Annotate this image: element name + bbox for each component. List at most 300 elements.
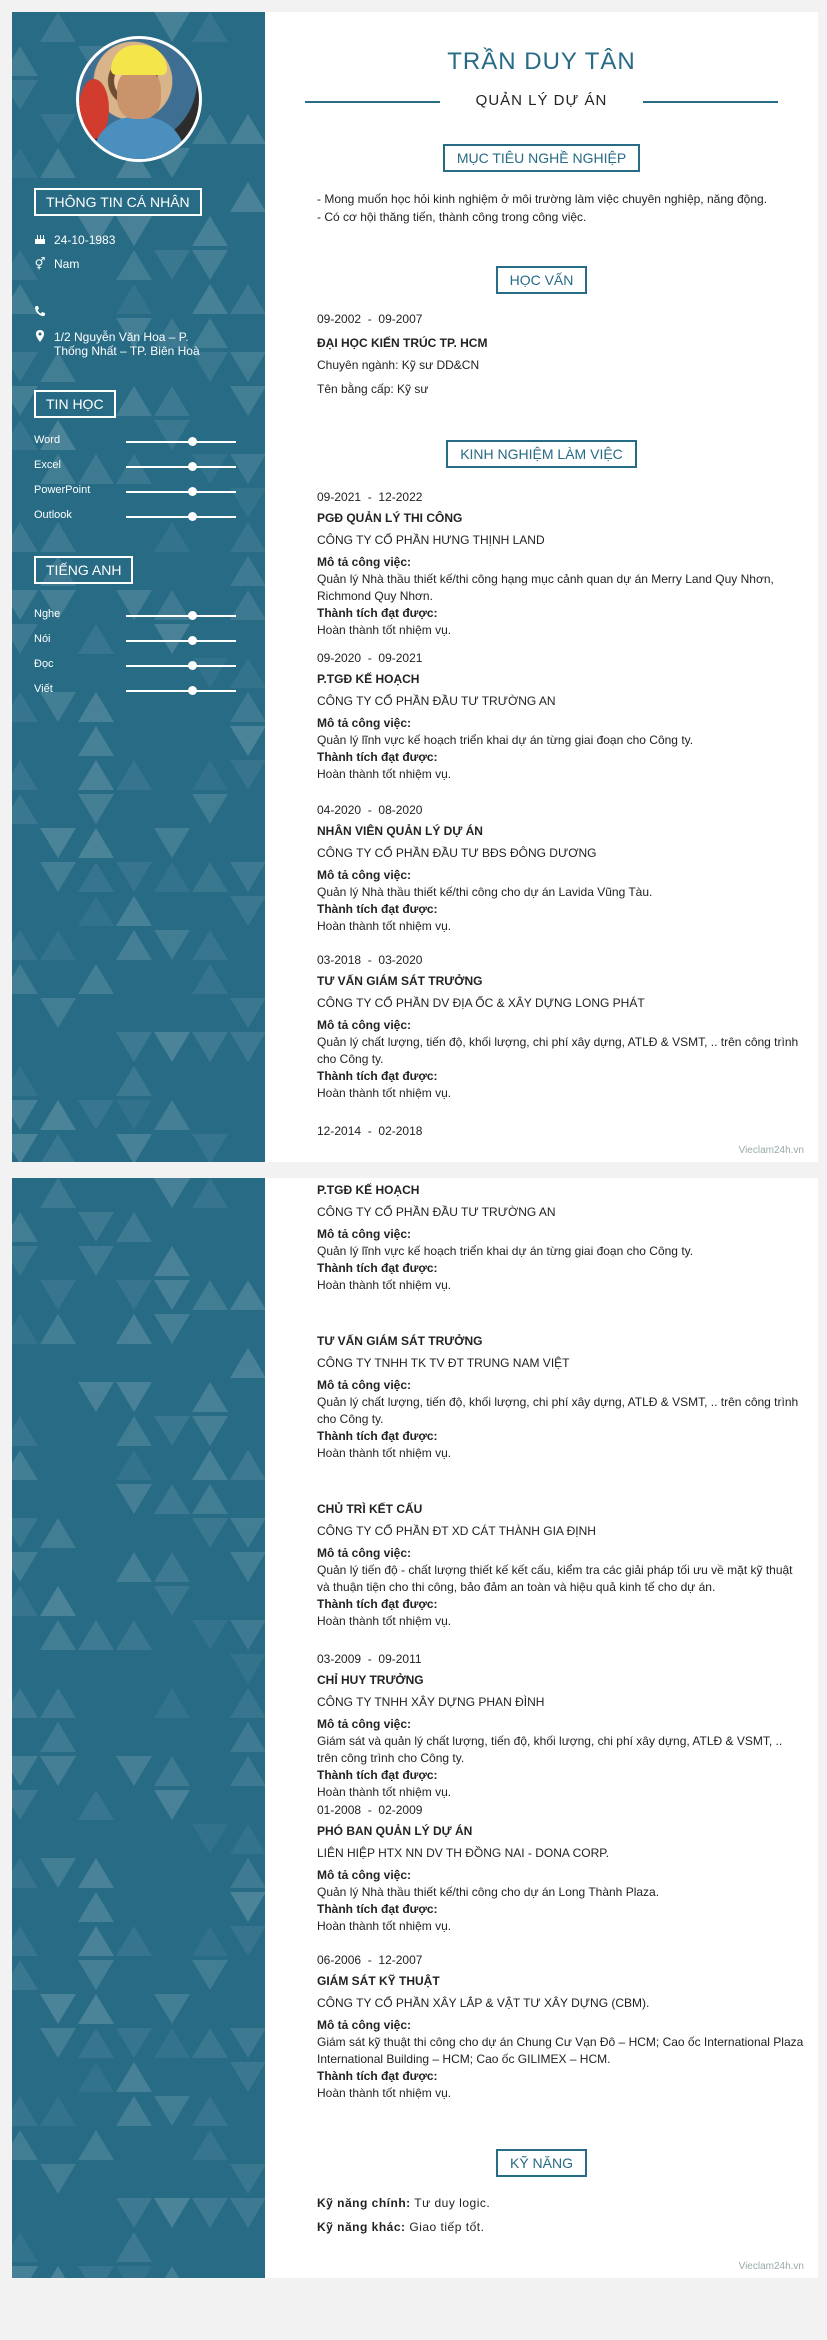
pattern-triangle xyxy=(116,250,152,280)
experience-start: 12-2014 xyxy=(317,1124,362,1138)
pattern-triangle xyxy=(116,1032,152,1062)
pattern-triangle xyxy=(40,1314,76,1344)
pattern-triangle xyxy=(78,862,114,892)
experience-start: 04-2020 xyxy=(317,803,362,817)
pattern-triangle xyxy=(12,930,38,960)
pattern-triangle xyxy=(230,1654,265,1684)
experience-desc: Giám sát kỹ thuật thi công cho dự án Chung Cư Vạn Đô – HCM; Cao ốc International Plaza International Building – HCM; Cao ốc GILIMEX – HCM. xyxy=(317,2035,804,2066)
pattern-triangle xyxy=(12,1960,38,1990)
experience-end: 12-2007 xyxy=(378,1953,423,1967)
pattern-triangle xyxy=(12,1450,38,1480)
it-skills-heading: TIN HỌC xyxy=(34,390,116,418)
pattern-triangle xyxy=(116,862,152,892)
sidebar xyxy=(12,12,265,1162)
education-heading: HỌC VẤN xyxy=(265,266,818,294)
experience-desc: Quản lý chất lượng, tiến độ, khối lượng, chi phí xây dựng, ATLĐ & VSMT, .. trên công trình cho Công ty. xyxy=(317,1035,799,1066)
skill-name: Viết xyxy=(34,683,53,695)
experience-ach: Hoàn thành tốt nhiệm vụ. xyxy=(317,1086,452,1100)
experience-desc-label: Mô tả công việc: xyxy=(317,1018,412,1032)
experience-start: 01-2008 xyxy=(317,1803,362,1817)
pattern-triangle xyxy=(192,1416,228,1446)
pattern-triangle xyxy=(154,386,190,416)
pattern-triangle xyxy=(154,522,190,552)
experience-item xyxy=(317,1182,804,1294)
experience-desc: Giám sát và quản lý chất lượng, tiến độ, khối lượng, chi phí xây dựng, ATLĐ & VSMT, .. trên công trình cho Công ty. xyxy=(317,1734,783,1765)
pattern-triangle xyxy=(230,522,265,552)
pattern-triangle xyxy=(230,352,265,382)
skill-row xyxy=(34,658,249,674)
main-content-page-2 xyxy=(265,1178,818,2278)
pattern-triangle xyxy=(230,726,265,756)
experience-ach: Hoàn thành tốt nhiệm vụ. xyxy=(317,1614,452,1628)
pattern-triangle xyxy=(40,114,76,144)
pattern-triangle xyxy=(78,1892,114,1922)
pattern-triangle xyxy=(78,828,114,858)
pattern-triangle xyxy=(40,1688,76,1718)
pattern-triangle xyxy=(40,1756,76,1786)
experience-dates: 09-2021 - 12-2022 xyxy=(317,490,423,504)
pattern-triangle xyxy=(12,2266,38,2278)
pattern-triangle xyxy=(154,1688,190,1718)
skill-row xyxy=(34,484,249,500)
pattern-triangle xyxy=(192,2130,228,2160)
pattern-triangle xyxy=(40,1100,76,1130)
skill-track xyxy=(126,690,236,692)
pattern-triangle xyxy=(78,1620,114,1650)
pattern-triangle xyxy=(12,1100,38,1130)
skill-level-dot xyxy=(188,636,197,645)
pattern-triangle xyxy=(12,80,38,110)
pattern-triangle xyxy=(230,896,265,926)
pattern-triangle xyxy=(192,1824,228,1854)
pattern-triangle xyxy=(116,1450,152,1480)
experience-ach-label: Thành tích đạt được: xyxy=(317,902,438,916)
pattern-triangle xyxy=(154,1100,190,1130)
experience-title: P.TGĐ KẾ HOẠCH xyxy=(317,1183,420,1197)
pattern-triangle xyxy=(12,1314,38,1344)
skill-track xyxy=(126,441,236,443)
experience-dates: 04-2020 - 08-2020 xyxy=(317,803,423,817)
experience-desc: Quản lý tiến độ - chất lượng thiết kế kết cấu, kiểm tra các giải pháp tối ưu về mặt kỹ thuật và thuận tiện cho thi công, bảo đảm an toàn và hiệu quả kinh tế cho dự án. xyxy=(317,1563,793,1594)
pattern-triangle xyxy=(192,862,228,892)
experience-ach-label: Thành tích đạt được: xyxy=(317,1902,438,1916)
experience-desc: Quản lý Nhà thầu thiết kế/thi công hạng mục cảnh quan dự án Merry Land Quy Nhơn, Richmond Quy Nhơn. xyxy=(317,572,774,603)
pattern-triangle xyxy=(230,998,265,1028)
pattern-triangle xyxy=(12,1134,38,1162)
pattern-triangle xyxy=(192,1484,228,1514)
pattern-triangle xyxy=(12,964,38,994)
experience-ach: Hoàn thành tốt nhiệm vụ. xyxy=(317,1278,452,1292)
pattern-triangle xyxy=(40,148,76,178)
experience-ach-label: Thành tích đạt được: xyxy=(317,1429,438,1443)
experience-desc-label: Mô tả công việc: xyxy=(317,1868,412,1882)
pattern-triangle xyxy=(116,1382,152,1412)
pattern-triangle xyxy=(12,1416,38,1446)
pattern-triangle xyxy=(230,284,265,314)
experience-end: 03-2020 xyxy=(378,953,423,967)
pattern-triangle xyxy=(192,1960,228,1990)
pattern-triangle xyxy=(192,284,228,314)
pattern-triangle xyxy=(154,1178,190,1208)
pattern-triangle xyxy=(12,1858,38,1888)
location-pin-icon xyxy=(34,330,46,345)
experience-ach: Hoàn thành tốt nhiệm vụ. xyxy=(317,623,452,637)
education-dates: 09-2002 - 09-2007 xyxy=(317,312,423,326)
pattern-triangle xyxy=(192,2198,228,2228)
pattern-triangle xyxy=(230,760,265,790)
experience-ach: Hoàn thành tốt nhiệm vụ. xyxy=(317,919,452,933)
experience-start: 09-2020 xyxy=(317,651,362,665)
birthday-text: 24-10-1983 xyxy=(54,233,116,247)
pattern-triangle xyxy=(116,1620,152,1650)
experience-end: 09-2021 xyxy=(378,651,423,665)
experience-item xyxy=(317,802,804,935)
pattern-triangle xyxy=(12,2232,38,2262)
skill-name: PowerPoint xyxy=(34,484,91,496)
experience-title: TƯ VẤN GIÁM SÁT TRƯỞNG xyxy=(317,974,483,988)
pattern-triangle xyxy=(12,1926,38,1956)
skill-level-dot xyxy=(188,611,197,620)
cake-icon xyxy=(34,233,46,248)
skill-level-dot xyxy=(188,661,197,670)
pattern-triangle xyxy=(154,2198,190,2228)
experience-ach-label: Thành tích đạt được: xyxy=(317,2069,438,2083)
pattern-triangle xyxy=(154,1552,190,1582)
pattern-triangle xyxy=(116,2096,152,2126)
pattern-triangle xyxy=(78,964,114,994)
skill-name: Word xyxy=(34,434,61,446)
skill-track xyxy=(126,615,236,617)
experience-title: P.TGĐ KẾ HOẠCH xyxy=(317,672,420,686)
cv-page-2 xyxy=(12,1178,818,2278)
experience-item xyxy=(317,1651,804,1801)
experience-dates: 01-2008 - 02-2009 xyxy=(317,1803,423,1817)
main-content-page-1 xyxy=(265,12,818,1162)
pattern-triangle xyxy=(12,1688,38,1718)
experience-item xyxy=(317,952,804,1102)
pattern-triangle xyxy=(192,1032,228,1062)
pattern-triangle xyxy=(78,2266,114,2278)
experience-company: CÔNG TY CỔ PHẦN XÂY LẮP & VẬT TƯ XÂY DỰNG (CBM). xyxy=(317,1996,650,2010)
pattern-triangle xyxy=(12,1586,38,1616)
pattern-triangle xyxy=(40,2164,76,2194)
pattern-triangle xyxy=(78,1926,114,1956)
objective-heading: MỤC TIÊU NGHỀ NGHIỆP xyxy=(265,144,818,172)
pattern-triangle xyxy=(154,1314,190,1344)
pattern-triangle xyxy=(78,1994,114,2024)
experience-start: 09-2021 xyxy=(317,490,362,504)
avatar xyxy=(76,36,202,162)
objective-line-2: - Có cơ hội thăng tiến, thành công trong công việc. xyxy=(317,210,587,224)
pattern-triangle xyxy=(154,12,190,42)
pattern-triangle xyxy=(116,216,152,246)
experience-ach-label: Thành tích đạt được: xyxy=(317,1597,438,1611)
pattern-triangle xyxy=(40,2266,76,2278)
experience-ach: Hoàn thành tốt nhiệm vụ. xyxy=(317,767,452,781)
experience-ach: Hoàn thành tốt nhiệm vụ. xyxy=(317,1446,452,1460)
address-row xyxy=(34,330,234,358)
pattern-triangle xyxy=(116,1926,152,1956)
pattern-triangle xyxy=(116,386,152,416)
pattern-triangle xyxy=(230,386,265,416)
pattern-triangle xyxy=(116,1134,152,1162)
pattern-triangle xyxy=(230,556,265,586)
experience-item xyxy=(317,1802,804,1935)
skill-name: Nói xyxy=(34,633,51,645)
pattern-triangle xyxy=(230,1552,265,1582)
pattern-triangle xyxy=(40,1722,76,1752)
experience-title: GIÁM SÁT KỸ THUẬT xyxy=(317,1974,440,1988)
pattern-triangle xyxy=(116,2232,152,2262)
sidebar-page-2 xyxy=(12,1178,265,2278)
pattern-triangle xyxy=(12,2130,38,2160)
candidate-role: QUẢN LÝ DỰ ÁN xyxy=(475,92,608,109)
skills-heading: KỸ NĂNG xyxy=(265,2149,818,2177)
pattern-triangle xyxy=(116,2028,152,2058)
pattern-triangle xyxy=(12,1212,38,1242)
pattern-triangle xyxy=(230,2164,265,2194)
experience-dates: 12-2014 - 02-2018 xyxy=(317,1124,423,1138)
experience-company: CÔNG TY CỔ PHẦN HƯNG THỊNH LAND xyxy=(317,533,545,547)
experience-item xyxy=(317,489,804,639)
experience-ach-label: Thành tích đạt được: xyxy=(317,1261,438,1275)
pattern-triangle xyxy=(192,1280,228,1310)
experience-item xyxy=(317,1333,804,1462)
pattern-triangle xyxy=(230,2062,265,2092)
pattern-triangle xyxy=(116,1552,152,1582)
pattern-triangle xyxy=(154,1790,190,1820)
phone-icon xyxy=(34,305,46,320)
skill-level-dot xyxy=(188,462,197,471)
pattern-triangle xyxy=(40,998,76,1028)
experience-desc-label: Mô tả công việc: xyxy=(317,1378,412,1392)
pattern-triangle xyxy=(230,1892,265,1922)
pattern-triangle xyxy=(78,1212,114,1242)
skill-name: Đọc xyxy=(34,658,54,670)
pattern-triangle xyxy=(230,2198,265,2228)
experience-desc-label: Mô tả công việc: xyxy=(317,1546,412,1560)
experience-ach: Hoàn thành tốt nhiệm vụ. xyxy=(317,1785,452,1799)
pattern-triangle xyxy=(116,1066,152,1096)
experience-title: CHỦ TRÌ KẾT CẤU xyxy=(317,1502,423,1516)
pattern-triangle xyxy=(192,1134,228,1162)
pattern-triangle xyxy=(40,1134,76,1162)
pattern-triangle xyxy=(78,2062,114,2092)
experience-ach-label: Thành tích đạt được: xyxy=(317,1768,438,1782)
pattern-triangle xyxy=(192,1620,228,1650)
pattern-triangle xyxy=(154,1586,190,1616)
pattern-triangle xyxy=(154,250,190,280)
skill-row xyxy=(34,633,249,649)
pattern-triangle xyxy=(40,930,76,960)
pattern-triangle xyxy=(192,760,228,790)
experience-company: CÔNG TY CỔ PHẦN ĐẦU TƯ TRƯỜNG AN xyxy=(317,694,556,708)
experience-dates: 03-2018 - 03-2020 xyxy=(317,953,423,967)
pattern-triangle xyxy=(230,1348,265,1378)
pattern-triangle xyxy=(192,1450,228,1480)
pattern-triangle xyxy=(230,182,265,212)
pattern-triangle xyxy=(78,1382,114,1412)
pattern-triangle xyxy=(154,1416,190,1446)
pattern-triangle xyxy=(40,2096,76,2126)
pattern-triangle xyxy=(12,1552,38,1582)
skill-row xyxy=(34,683,249,699)
pattern-triangle xyxy=(154,2028,190,2058)
pattern-triangle xyxy=(154,2096,190,2126)
skill-name: Excel xyxy=(34,459,61,471)
pattern-triangle xyxy=(154,862,190,892)
pattern-triangle xyxy=(12,148,38,178)
pattern-triangle xyxy=(116,2062,152,2092)
education-degree: Tên bằng cấp: Kỹ sư xyxy=(317,382,429,396)
skill-track xyxy=(126,665,236,667)
pattern-triangle xyxy=(154,930,190,960)
pattern-triangle xyxy=(116,930,152,960)
experience-desc-label: Mô tả công việc: xyxy=(317,716,412,730)
pattern-triangle xyxy=(192,250,228,280)
pattern-triangle xyxy=(12,46,38,76)
experience-start: 03-2009 xyxy=(317,1652,362,1666)
experience-title: PGĐ QUẢN LÝ THI CÔNG xyxy=(317,511,463,525)
watermark: Vieclam24h.vn xyxy=(738,1145,804,1156)
pattern-triangle xyxy=(116,1212,152,1242)
pattern-triangle xyxy=(78,726,114,756)
experience-title: NHÂN VIÊN QUẢN LÝ DỰ ÁN xyxy=(317,824,483,838)
skill-track xyxy=(126,491,236,493)
pattern-triangle xyxy=(230,1620,265,1650)
experience-end: 09-2011 xyxy=(378,1652,422,1666)
pattern-triangle xyxy=(40,522,76,552)
experience-ach: Hoàn thành tốt nhiệm vụ. xyxy=(317,2086,452,2100)
pattern-triangle xyxy=(12,1518,38,1548)
birthday-row xyxy=(34,233,115,248)
skill-level-dot xyxy=(188,487,197,496)
pattern-triangle xyxy=(230,1858,265,1888)
pattern-triangle xyxy=(12,1756,38,1786)
skill-level-dot xyxy=(188,512,197,521)
experience-company: CÔNG TY CỔ PHẦN ĐẦU TƯ TRƯỜNG AN xyxy=(317,1205,556,1219)
pattern-triangle xyxy=(40,1620,76,1650)
experience-ach-label: Thành tích đạt được: xyxy=(317,750,438,764)
pattern-triangle xyxy=(154,1994,190,2024)
skill-row xyxy=(34,434,249,450)
pattern-triangle xyxy=(78,794,114,824)
pattern-triangle xyxy=(116,284,152,314)
skill-track xyxy=(126,516,236,518)
pattern-triangle xyxy=(116,760,152,790)
gender-row xyxy=(34,257,79,271)
pattern-triangle xyxy=(192,1518,228,1548)
pattern-triangle xyxy=(40,1280,76,1310)
experience-dates: 09-2020 - 09-2021 xyxy=(317,651,423,665)
other-skill-row: Kỹ năng khác: Giao tiếp tốt. xyxy=(317,2220,485,2234)
skill-level-dot xyxy=(188,437,197,446)
pattern-triangle xyxy=(78,1246,114,1276)
pattern-triangle xyxy=(116,1100,152,1130)
pattern-triangle xyxy=(78,1790,114,1820)
experience-desc: Quản lý chất lượng, tiến độ, khối lượng, chi phí xây dựng, ATLĐ & VSMT, .. trên công trình cho Công ty. xyxy=(317,1395,799,1426)
cv-page-1 xyxy=(12,12,818,1162)
pattern-triangle xyxy=(12,2096,38,2126)
experience-desc-label: Mô tả công việc: xyxy=(317,868,412,882)
phone-row xyxy=(34,305,46,320)
pattern-triangle xyxy=(12,794,38,824)
watermark: Vieclam24h.vn xyxy=(738,2261,804,2272)
gender-text: Nam xyxy=(54,257,80,271)
pattern-triangle xyxy=(192,1926,228,1956)
experience-company: CÔNG TY TNHH XÂY DỰNG PHAN ĐÌNH xyxy=(317,1695,545,1709)
pattern-triangle xyxy=(116,2266,152,2278)
main-skill-row: Kỹ năng chính: Tư duy logic. xyxy=(317,2196,491,2210)
skill-row xyxy=(34,459,249,475)
pattern-triangle xyxy=(78,896,114,926)
gender-icon: ⚥ xyxy=(34,257,46,271)
pattern-triangle xyxy=(192,2028,228,2058)
experience-item xyxy=(317,1501,804,1630)
pattern-triangle xyxy=(116,896,152,926)
pattern-triangle xyxy=(230,1688,265,1718)
pattern-triangle xyxy=(116,1314,152,1344)
pattern-triangle xyxy=(230,1756,265,1786)
pattern-triangle xyxy=(40,1994,76,2024)
pattern-triangle xyxy=(154,1032,190,1062)
pattern-triangle xyxy=(116,1484,152,1514)
pattern-triangle xyxy=(78,1100,114,1130)
pattern-triangle xyxy=(154,2266,190,2278)
experience-company: CÔNG TY CỔ PHẦN ĐT XD CÁT THÀNH GIA ĐỊNH xyxy=(317,1524,596,1538)
role-row xyxy=(305,92,778,112)
pattern-triangle xyxy=(192,2096,228,2126)
pattern-triangle xyxy=(116,1416,152,1446)
pattern-triangle xyxy=(154,828,190,858)
experience-start: 03-2018 xyxy=(317,953,362,967)
pattern-triangle xyxy=(116,1756,152,1786)
experience-company: CÔNG TY TNHH TK TV ĐT TRUNG NAM VIỆT xyxy=(317,1356,570,1370)
experience-end: 02-2018 xyxy=(378,1124,423,1138)
skill-name: Outlook xyxy=(34,509,72,521)
pattern-triangle xyxy=(78,1960,114,1990)
pattern-triangle xyxy=(230,1824,265,1854)
pattern-triangle xyxy=(154,1246,190,1276)
pattern-triangle xyxy=(230,1032,265,1062)
experience-heading: KINH NGHIỆM LÀM VIỆC xyxy=(265,440,818,468)
pattern-triangle xyxy=(154,1280,190,1310)
pattern-triangle xyxy=(12,1246,38,1276)
pattern-triangle xyxy=(154,1756,190,1786)
candidate-name: TRẦN DUY TÂN xyxy=(447,48,636,75)
pattern-triangle xyxy=(154,1484,190,1514)
experience-company: LIÊN HIỆP HTX NN DV TH ĐỒNG NAI - DONA CORP. xyxy=(317,1846,610,1860)
pattern-triangle xyxy=(192,930,228,960)
pattern-triangle xyxy=(230,1518,265,1548)
experience-item xyxy=(317,650,804,783)
experience-desc-label: Mô tả công việc: xyxy=(317,1227,412,1241)
experience-desc-label: Mô tả công việc: xyxy=(317,1717,412,1731)
pattern-triangle xyxy=(230,2028,265,2058)
experience-end: 08-2020 xyxy=(378,803,423,817)
pattern-triangle xyxy=(230,1280,265,1310)
experience-desc: Quản lý Nhà thầu thiết kế/thi công cho dự án Lavida Vũng Tàu. xyxy=(317,885,653,899)
pattern-triangle xyxy=(12,1790,38,1820)
pattern-triangle xyxy=(78,2028,114,2058)
pattern-triangle xyxy=(40,12,76,42)
pattern-triangle xyxy=(192,216,228,246)
pattern-triangle xyxy=(40,1858,76,1888)
education-school: ĐẠI HỌC KIẾN TRÚC TP. HCM xyxy=(317,336,488,350)
english-skills-heading: TIẾNG ANH xyxy=(34,556,133,584)
pattern-triangle xyxy=(40,2028,76,2058)
experience-company: CÔNG TY CỔ PHẦN DV ĐỊA ỐC & XÂY DỰNG LONG PHÁT xyxy=(317,996,645,1010)
